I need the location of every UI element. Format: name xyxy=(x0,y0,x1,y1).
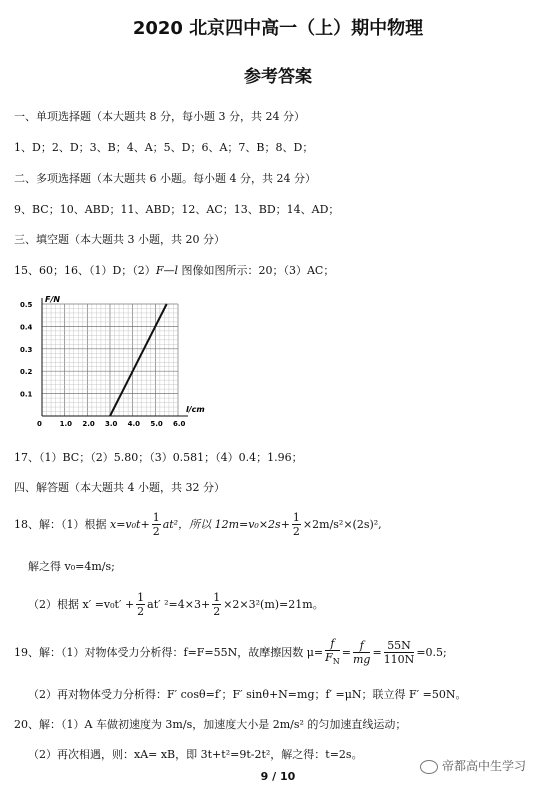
fill-blank-text-italic: F—l xyxy=(155,264,178,277)
q20-part2: （2）再次相遇，则：xA= xB，即 3t+t²=9t-2t²，解之得：t=2s。 xyxy=(28,748,363,761)
q19-result: =0.5; xyxy=(416,646,447,660)
section-heading-fill-blank: 三、填空题（本大题共 3 小题，共 20 分） xyxy=(14,233,225,246)
q20-part1-text: （1）A 车做初速度为 3m/s，加速度大小是 2m/s² 的匀加速直线运动； xyxy=(61,718,407,731)
y-tick-label: 0.4 xyxy=(20,323,33,332)
fill-blank-text-c: 图像如图所示：20；（3）AC； xyxy=(177,264,335,277)
q18-solve: 解之得 v₀=4m/s; xyxy=(28,560,115,573)
q17-answers: 17、（1）BC；（2）5.80；（3）0.581；（4）0.4；1.96； xyxy=(14,451,303,464)
y-tick-label: 0.5 xyxy=(20,301,33,309)
fraction-f-over-mg: $\frac{f}{mg}$ xyxy=(352,639,371,667)
q19-part2: （2）再对物体受力分析得：F′ cosθ=f′；F′ sinθ+N=mg；f′ =μN；联立得 F′ =50N。 xyxy=(28,688,467,701)
section-heading-single-choice: 一、单项选择题（本大题共 8 分，每小题 3 分，共 24 分） xyxy=(14,110,305,123)
equals-sign: = xyxy=(341,646,351,660)
x-tick-label: 5.0 xyxy=(150,420,163,428)
q18-part1-prefix: （1）根据 xyxy=(61,518,110,531)
data-line xyxy=(110,304,167,416)
page-number: 9 / 10 xyxy=(260,770,296,783)
x-tick-label: 4.0 xyxy=(127,420,141,428)
fraction-half: $\frac{1}{2}$ xyxy=(152,511,160,538)
fraction-half-4: $\frac{1}{2}$ xyxy=(213,591,221,618)
q18-label: 18、解： xyxy=(14,518,61,531)
page-subtitle: 参考答案 xyxy=(244,67,312,87)
q18-formula: x=v₀t+ xyxy=(110,518,150,531)
q18-part2 xyxy=(28,592,324,618)
q18-at2: at²，所以 12m=v₀×2s+ xyxy=(162,518,290,531)
x-tick-label: 1.0 xyxy=(59,420,73,428)
fraction-half-3: $\frac{1}{2}$ xyxy=(137,591,145,618)
section-heading-solutions: 四、解答题（本大题共 4 小题，共 32 分） xyxy=(14,481,225,494)
q20-part1 xyxy=(14,716,406,732)
equals-sign-2: = xyxy=(372,646,382,660)
x-tick-label: 3.0 xyxy=(105,420,118,428)
watermark-text: 帝都高中生学习 xyxy=(442,759,527,773)
q18-part1 xyxy=(14,512,382,538)
page-title: 2020 北京四中高一（上）期中物理 xyxy=(132,18,424,39)
q18-part2-prefix: （2）根据 x′ =v₀t′ + xyxy=(28,598,135,611)
q18-part2-mid: at′ ²=4×3+ xyxy=(147,598,211,611)
x-tick-label: 0 xyxy=(37,420,42,428)
y-axis-label: F/N xyxy=(45,295,61,304)
graph-ticks xyxy=(20,301,186,428)
section-heading-multi-choice: 二、多项选择题（本大题共 6 小题。每小题 4 分，共 24 分） xyxy=(14,172,316,185)
q18-part1-tail: ×2m/s²×(2s)², xyxy=(302,518,382,531)
y-tick-label: 0.3 xyxy=(20,345,33,354)
graph-axes xyxy=(42,298,188,416)
fill-blank-answers xyxy=(14,262,334,278)
multi-choice-answers: 9、BC；10、ABD；11、ABD；12、AC；13、BD；14、AD； xyxy=(14,203,340,216)
q19-label: 19、解： xyxy=(14,646,61,660)
y-tick-label: 0.1 xyxy=(20,390,33,399)
fraction-f-over-fn: $\frac{f}{F_N}$ xyxy=(325,637,340,667)
x-tick-label: 6.0 xyxy=(173,420,186,428)
fill-blank-text-a: 15、60；16、（1）D；（2） xyxy=(14,264,156,277)
q19-part1 xyxy=(14,638,447,668)
single-choice-answers: 1、D；2、D；3、B；4、A；5、D；6、A；7、B；8、D； xyxy=(14,141,314,154)
fraction-half-2: $\frac{1}{2}$ xyxy=(292,511,300,538)
q18-part2-tail: ×2×3²(m)=21m。 xyxy=(223,598,324,611)
y-tick-label: 0.2 xyxy=(20,368,33,377)
x-tick-label: 2.0 xyxy=(82,420,95,428)
x-axis-label: l/cm xyxy=(186,405,205,414)
force-length-graph xyxy=(18,292,208,432)
q19-part1-prefix: （1）对物体受力分析得：f=F=55N，故摩擦因数 μ= xyxy=(61,646,324,660)
fraction-55-over-110: $\frac{55N}{110N}$ xyxy=(383,639,415,667)
q20-label: 20、解： xyxy=(14,718,61,731)
